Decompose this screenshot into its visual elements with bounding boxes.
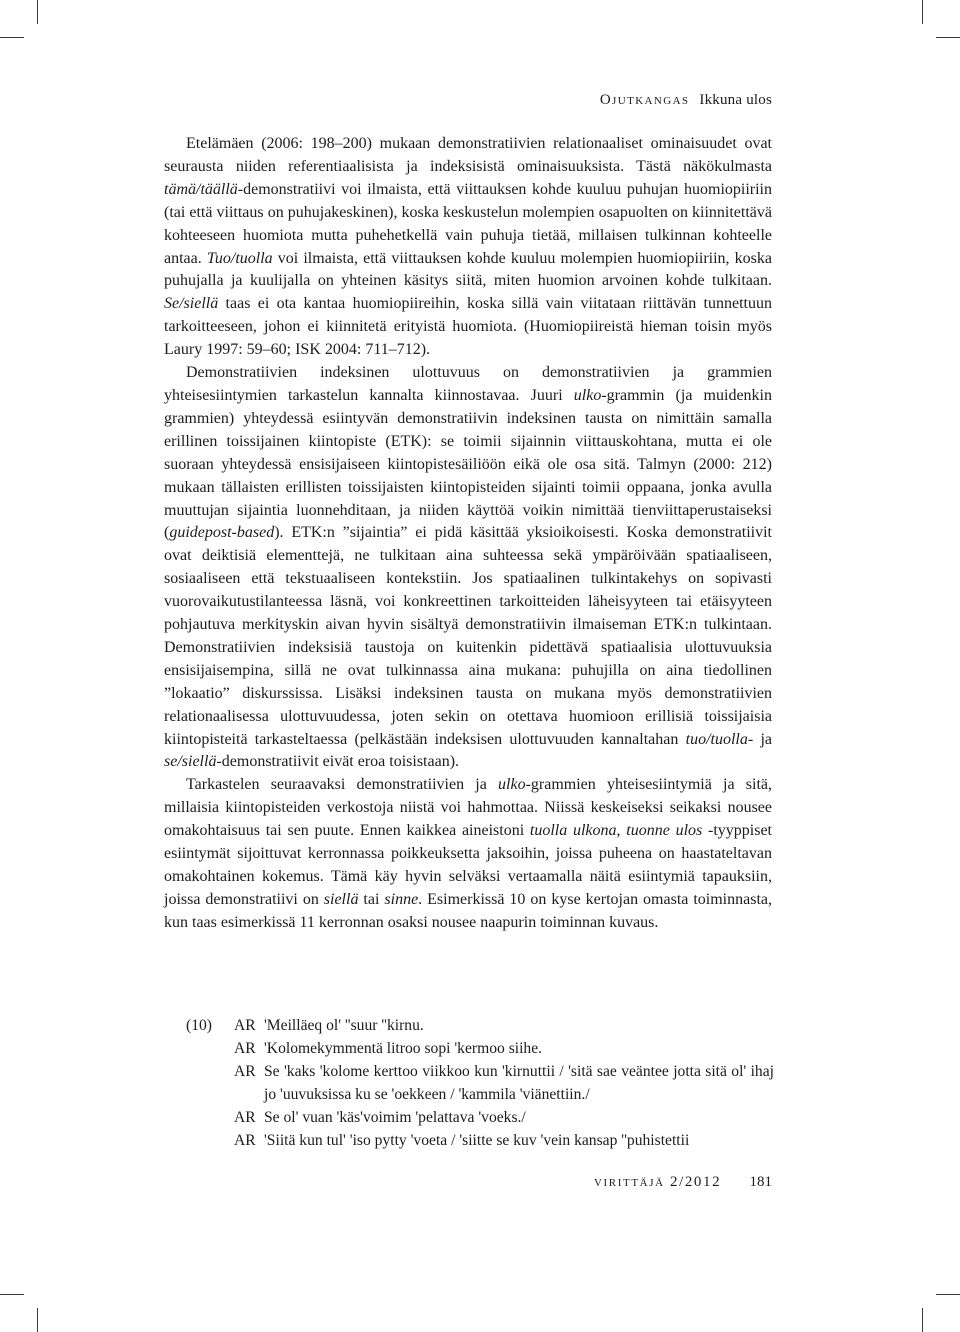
crop-mark (922, 1308, 923, 1332)
speaker-label: AR (234, 1109, 256, 1126)
text-run: -tyyppiset esiintymät sijoittuvat kerronnassa poikkeuksetta jaksoihin, joissa puheena on haastateltavan omakohtainen kokemus. Tämä käy hyvin selväksi vertaamalla näitä esiintymiä tapauksiin, joissa demonstratiivi on (164, 822, 773, 908)
italic-term: tuolla ulkona (529, 822, 617, 840)
text-run: tai (358, 890, 385, 908)
italic-term: Se/siellä (164, 295, 219, 313)
text-run: - ja (747, 730, 773, 748)
italic-term: ulko (573, 386, 602, 404)
running-head (600, 92, 772, 109)
example-line (234, 1037, 774, 1060)
italic-term: tämä/täällä (164, 180, 238, 198)
speaker-label: AR (234, 1063, 256, 1080)
example-line (234, 1106, 774, 1129)
page-number: 181 (749, 1174, 772, 1190)
text-run: -grammin (ja muidenkin grammien) yhteydessä esiintyvän demonstratiivin indeksinen tausta on nimittäin samalla erillinen toissijainen kiintopiste (ETK): se toimii sijainnin viittauskohtana, mutta ei ole suoraan yhteydessä ensisijaiseen kiintopistesäiliöön eikä ole osa sitä. Talmyn (2000: 212) mukaan tällaisten erillisten toissijaisten kiintopisteiden sijainti toimii oppaana, jonka avulla muuttujan sijaintia luonnehditaan, ja niiden käyttöä voikin nimittää tienviittaperustaiseksi ( (164, 386, 772, 542)
utterance-text: 'Kolomekymmentä litroo sopi 'kermoo siihe. (264, 1040, 543, 1057)
text-run: voi ilmaista, että viittauksen kohde kuuluu molempien huomiopiiriin, koska puhujalla ja kuulijalla on yhteinen käsitys siitä, miten huomion arvoinen kohde tulkitaan. (164, 249, 773, 290)
example-line (234, 1060, 774, 1106)
text-run: taas ei ota kantaa huomiopiireihin, koska sillä vain viitataan riittävän tunnettuun tarkoitteeseen, johon ei kiinnitetä erityistä huomiota. (Huomiopiireistä hieman toisin myös Laury 1997: 59–60; ISK 2004: 711–712). (164, 295, 772, 359)
example-lines (234, 1014, 774, 1152)
text-run: . Esimerkissä 10 on kyse kertojan omasta toiminnasta, kun taas esimerkissä 11 kerronnan osaksi nousee naapurin toiminnan kuvaus. (164, 890, 772, 931)
text-run: , (616, 822, 627, 840)
crop-mark (922, 0, 923, 24)
speaker-label: AR (234, 1132, 256, 1149)
text-run: Etelämäen (2006: 198–200) mukaan demonstratiivien relationaaliset ominaisuudet ovat seurausta niiden referentiaalisista ja indeksisistä ominaisuuksista. Tästä näkökulmasta (164, 135, 772, 175)
italic-term: sinne (384, 890, 419, 908)
utterance-text: Se ol' vuan 'käs'voimim 'pelattava 'voeks./ (264, 1109, 526, 1126)
running-head-title: Ikkuna ulos (699, 92, 772, 108)
text-run: -demonstratiivi voi ilmaista, että viittauksen kohde kuuluu puhujan huomiopiiriin (tai että viittaus on puhujakeskinen), koska keskustelun molempien osapuolten on kiinnitettävä kohteeseen huomiota mutta puhehetkellä vain puhuja tietää, millaisen tulkinnan kohteelle antaa. (164, 180, 772, 267)
paragraph (164, 133, 772, 362)
paragraph (164, 362, 772, 774)
text-run: Tarkastelen seuraavaksi demonstratiivien ja (186, 776, 499, 794)
journal-issue: virittäjä 2/2012 (594, 1174, 722, 1190)
body-text (164, 133, 772, 935)
example-line (234, 1014, 774, 1037)
italic-term: Tuo/tuolla (206, 249, 273, 267)
text-run: -demonstratiivit eivät eroa toisistaan). (216, 753, 460, 771)
crop-mark (37, 1308, 38, 1332)
utterance-text: 'Siitä kun tul' 'iso pytty 'voeta / 'siitte se kuv 'vein kansap ''puhistettii (264, 1132, 690, 1149)
text-run: Demonstratiivien indeksinen ulottuvuus on demonstratiivien ja grammien yhteisesiintymien tarkastelun kannalta kiinnostavaa. Juuri (164, 364, 772, 404)
speaker-label: AR (234, 1040, 256, 1057)
page-footer (594, 1174, 772, 1191)
speaker-label: AR (234, 1017, 256, 1034)
crop-mark (936, 1294, 960, 1295)
text-run: -grammien yhteisesiintymiä ja sitä, millaisia kiintopisteiden verkostoja niistä voi hahmottaa. Niissä keskeiseksi seikaksi nousee omakohtaisuus tai sen puute. Ennen kaikkea aineistoni (164, 776, 772, 840)
running-head-author: Ojutkangas (599, 92, 690, 108)
italic-term: guidepost-based (169, 524, 275, 542)
example-number: (10) (186, 1017, 212, 1034)
italic-term: tuonne ulos (626, 822, 703, 840)
utterance-text: Se 'kaks 'kolome kerttoo viikkoo kun 'kirnuttii / 'sitä sae veäntee jotta sitä ol' ihaj jo 'uuvuksissa ku se 'oekkeen / 'kammila 'viänettiin./ (264, 1063, 774, 1103)
crop-mark (0, 1294, 24, 1295)
crop-mark (0, 37, 24, 38)
utterance-text: 'Meilläeq ol' ''suur ''kirnu. (264, 1017, 424, 1034)
italic-term: tuo/tuolla (685, 730, 748, 748)
example-line (234, 1129, 774, 1152)
italic-term: ulko (498, 776, 526, 794)
crop-mark (37, 0, 38, 24)
paragraph (164, 774, 772, 934)
crop-mark (936, 37, 960, 38)
text-run: ). ETK:n ”sijaintia” ei pidä käsittää yksioikoisesti. Koska demonstratiivit ovat deiktisiä elementtejä, ne tulkitaan aina suhteessa sekä ympäröivään spatiaaliseen, sosiaaliseen että tekstuaaliseen kontekstiin. Jos spatiaalinen tulkintakehys on sopivasti vuorovaikutustilanteessa läsnä, voi konkreettinen tarkoitteiden läheisyyteen tai etäisyyteen pohjautuva merkityskin aivan hyvin sisältyä demonstratiivin ilmaiseman ETK:n tulkintaan. Demonstratiivien indeksisiä taustoja on kuitenkin pidettävä spatiaalisia ulottuvuuksia ensisijaisempina, sillä ne ovat tulkinnassa aina mukana: puhujilla on aina tiedollinen ”lokaatio” diskurssissa. Lisäksi indeksinen tausta on mukana myös demonstratiivien relationaalisessa ulottuvuudessa, joten sekin on otettava huomioon erillisiä toissijaisia kiintopisteitä tarkasteltaessa (pelkästään indeksisen ulottuvuuden kannaltahan (164, 524, 772, 748)
italic-term: siellä (323, 890, 359, 908)
italic-term: se/siellä (164, 753, 217, 771)
